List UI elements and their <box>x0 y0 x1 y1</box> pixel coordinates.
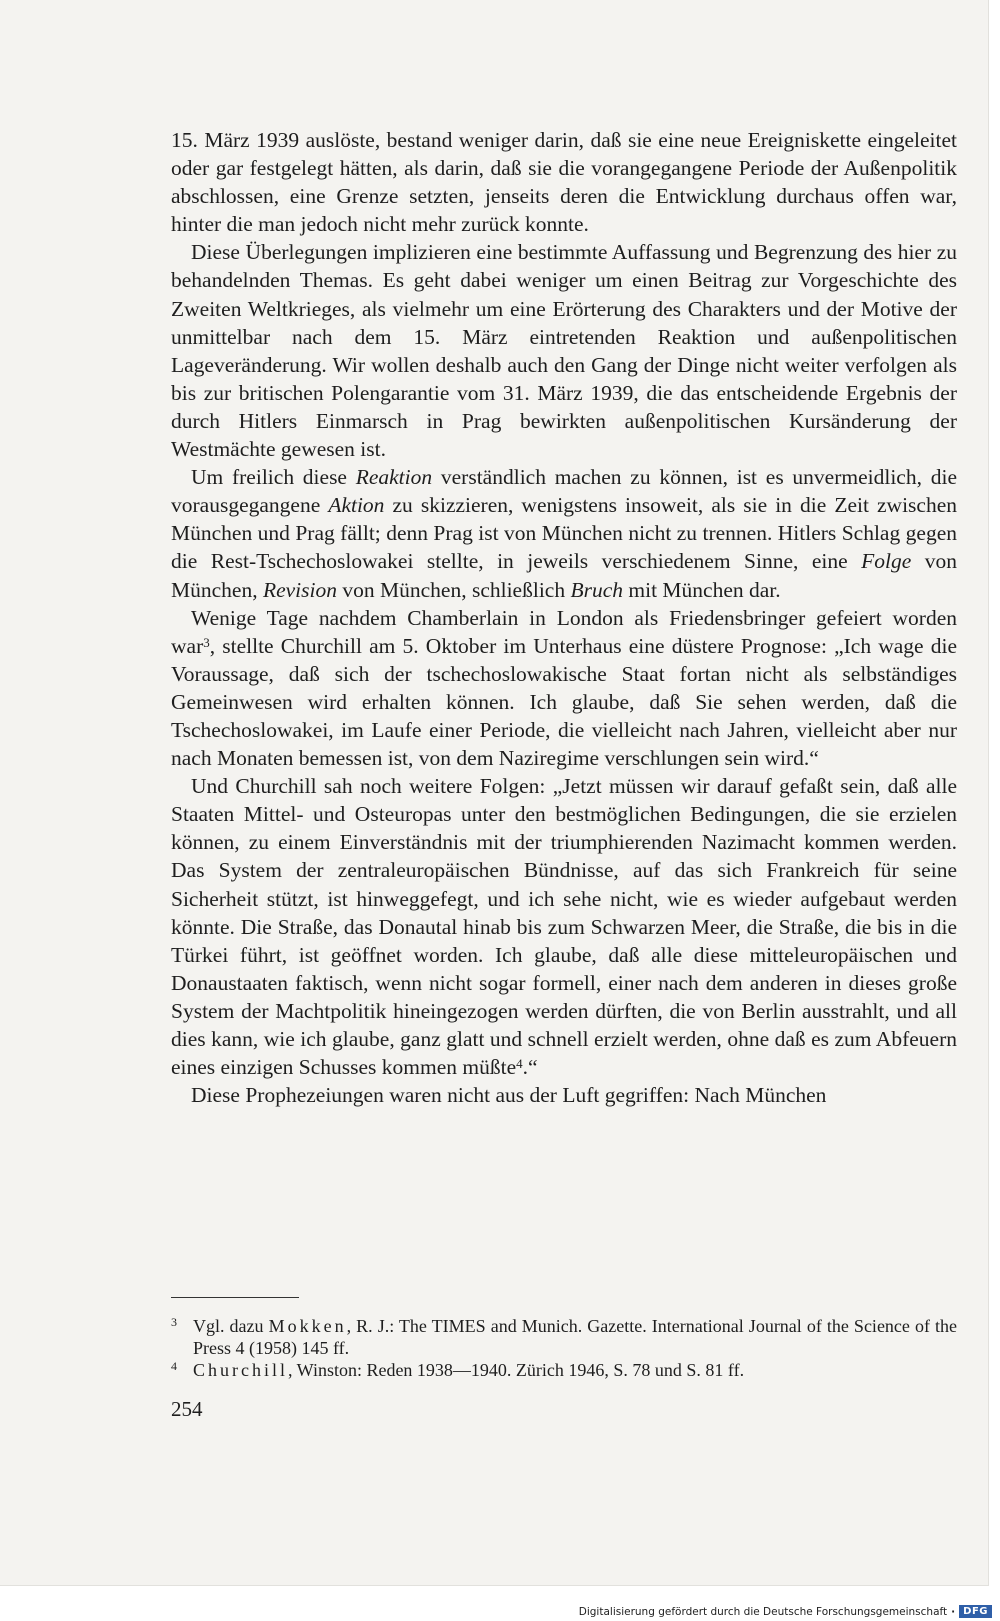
paragraph-5 <box>171 772 957 1081</box>
footnote-author: Mokken <box>268 1316 347 1336</box>
paragraph-3-text-k: mit München dar. <box>623 577 781 602</box>
footnote-author: Churchill <box>193 1360 288 1380</box>
footnote-3 <box>171 1315 957 1359</box>
emphasis-revision: Revision <box>262 577 337 602</box>
paragraph-5-text-b: .“ <box>522 1055 538 1080</box>
paragraph-3-text-a: Um freilich diese <box>191 465 356 490</box>
paragraph-4-text-a: Wenige Tage nachdem Chamberlain in London als Friedensbringer gefeiert worden war <box>171 605 957 658</box>
emphasis-aktion: Aktion <box>328 493 385 518</box>
footnote-ref-3[interactable]: 3 <box>203 634 210 650</box>
paragraph-3-text-i: von München, schließlich <box>337 577 571 602</box>
paragraph-4 <box>171 604 957 773</box>
emphasis-folge: Folge <box>861 549 912 574</box>
footnote-citation: , Winston: Reden 1938—1940. Zürich 1946, S. 78 und S. 81 ff. <box>288 1360 745 1380</box>
emphasis-reaktion: Reaktion <box>355 465 433 490</box>
paragraph-6: Diese Prophezeiungen waren nicht aus der Luft gegriffen: Nach München <box>191 1083 827 1108</box>
paragraph-3-text-e: zu skizzieren, wenigstens insoweit, als sie in die Zeit zwischen München und Prag fällt; denn Prag ist von München nicht zu trennen. Hitlers Schlag gegen die Rest-Tschechoslowakei stellte, in jeweils verschiedenem Sinne, eine <box>171 493 957 574</box>
footnotes <box>171 1315 957 1381</box>
footer-text: Digitalisierung gefördert durch die Deutsche Forschungsgemeinschaft <box>578 1605 948 1618</box>
emphasis-bruch: Bruch <box>570 577 624 602</box>
page-number: 254 <box>171 1397 203 1421</box>
footnote-divider <box>171 1297 299 1298</box>
footnote-4 <box>171 1359 957 1381</box>
footnote-number: 4 <box>171 1359 177 1373</box>
footnote-number: 3 <box>171 1315 177 1329</box>
body-text <box>171 126 957 1109</box>
digitization-footer <box>579 1605 992 1618</box>
footnote-pre: Vgl. dazu <box>193 1316 269 1336</box>
paragraph-3 <box>171 463 957 603</box>
paragraph-1: 15. März 1939 auslöste, bestand weniger darin, daß sie eine neue Ereigniskette eingeleitet oder gar festgelegt hätten, als darin, daß sie die vorangegangene Periode der Außenpolitik abschlossen, eine Grenze setzten, jenseits deren die Entwicklung durchaus offen war, hinter die man jedoch nicht mehr zurück konnte. <box>171 128 957 237</box>
dfg-logo-icon[interactable]: DFG <box>959 1605 992 1618</box>
paragraph-5-text-a: Und Churchill sah noch weitere Folgen: „Jetzt müssen wir darauf gefaßt sein, daß alle Staaten Mittel- und Osteuropas unter den bestmöglichen Bedingungen, die sie erzielen können, zu einem Einverständnis mit der triumphierenden Nazimacht kommen werden. Das System der zentraleuropäischen Bündnisse, auf das sich Frankreich für seine Sicherheit stützt, ist hinweggefegt, und ich sehe nicht, wie es wieder aufgebaut werden könnte. Die Straße, das Donautal hinab bis zum Schwarzen Meer, die Straße, die bis in die Türkei führt, ist geöffnet worden. Ich glaube, daß alle diese mitteleuropäischen und Donaustaaten faktisch, wenn nicht sogar formell, einer nach dem anderen in dieses große System der Machtpolitik hineingezogen werden dürften, die von Berlin ausstrahlt, und all dies kann, wie ich glaube, ganz glatt und schnell erzielt werden, ohne daß es zum Abfeuern eines einzigen Schusses kommen müßte <box>171 774 957 1080</box>
paragraph-3-text-g: von München, <box>171 549 958 602</box>
footer-separator: · <box>951 1605 956 1618</box>
paragraph-4-text-b: , stellte Churchill am 5. Oktober im Unterhaus eine düstere Prognose: „Ich wage die Voraussage, daß sich der tschechoslowakische Staat fortan nicht als selbständiges Gemeinwesen wird erhalten können. Ich glaube, daß Sie sehen werden, daß die Tschechoslowakei, im Laufe einer Periode, die vielleicht nach Jahren, vielleicht aber nur nach Monaten bemessen ist, von dem Naziregime verschlungen sein wird.“ <box>171 633 957 771</box>
footnote-citation: , R. J.: The TIMES and Munich. Gazette. International Journal of the Science of the Press 4 (1958) 145 ff. <box>193 1316 957 1358</box>
paragraph-2: Diese Überlegungen implizieren eine bestimmte Auffassung und Begrenzung des hier zu behandelnden Themas. Es geht dabei weniger um einen Beitrag zur Vorgeschichte des Zweiten Weltkrieges, als vielmehr um eine Erörterung des Charakters und der Motive der unmittelbar nach dem 15. März eintretenden Reaktion und außenpolitischen Lageveränderung. Wir wollen deshalb auch den Gang der Dinge nicht weiter verfolgen als bis zur britischen Polengarantie vom 31. März 1939, die das entscheidende Ergebnis der durch Hitlers Einmarsch in Prag bewirkten außenpolitischen Kursänderung der Westmächte gewesen ist. <box>171 240 957 462</box>
paragraph-3-text-c: verständlich machen zu können, ist es unvermeidlich, die vorausgegangene <box>171 465 957 518</box>
footnote-ref-4[interactable]: 4 <box>516 1056 523 1072</box>
